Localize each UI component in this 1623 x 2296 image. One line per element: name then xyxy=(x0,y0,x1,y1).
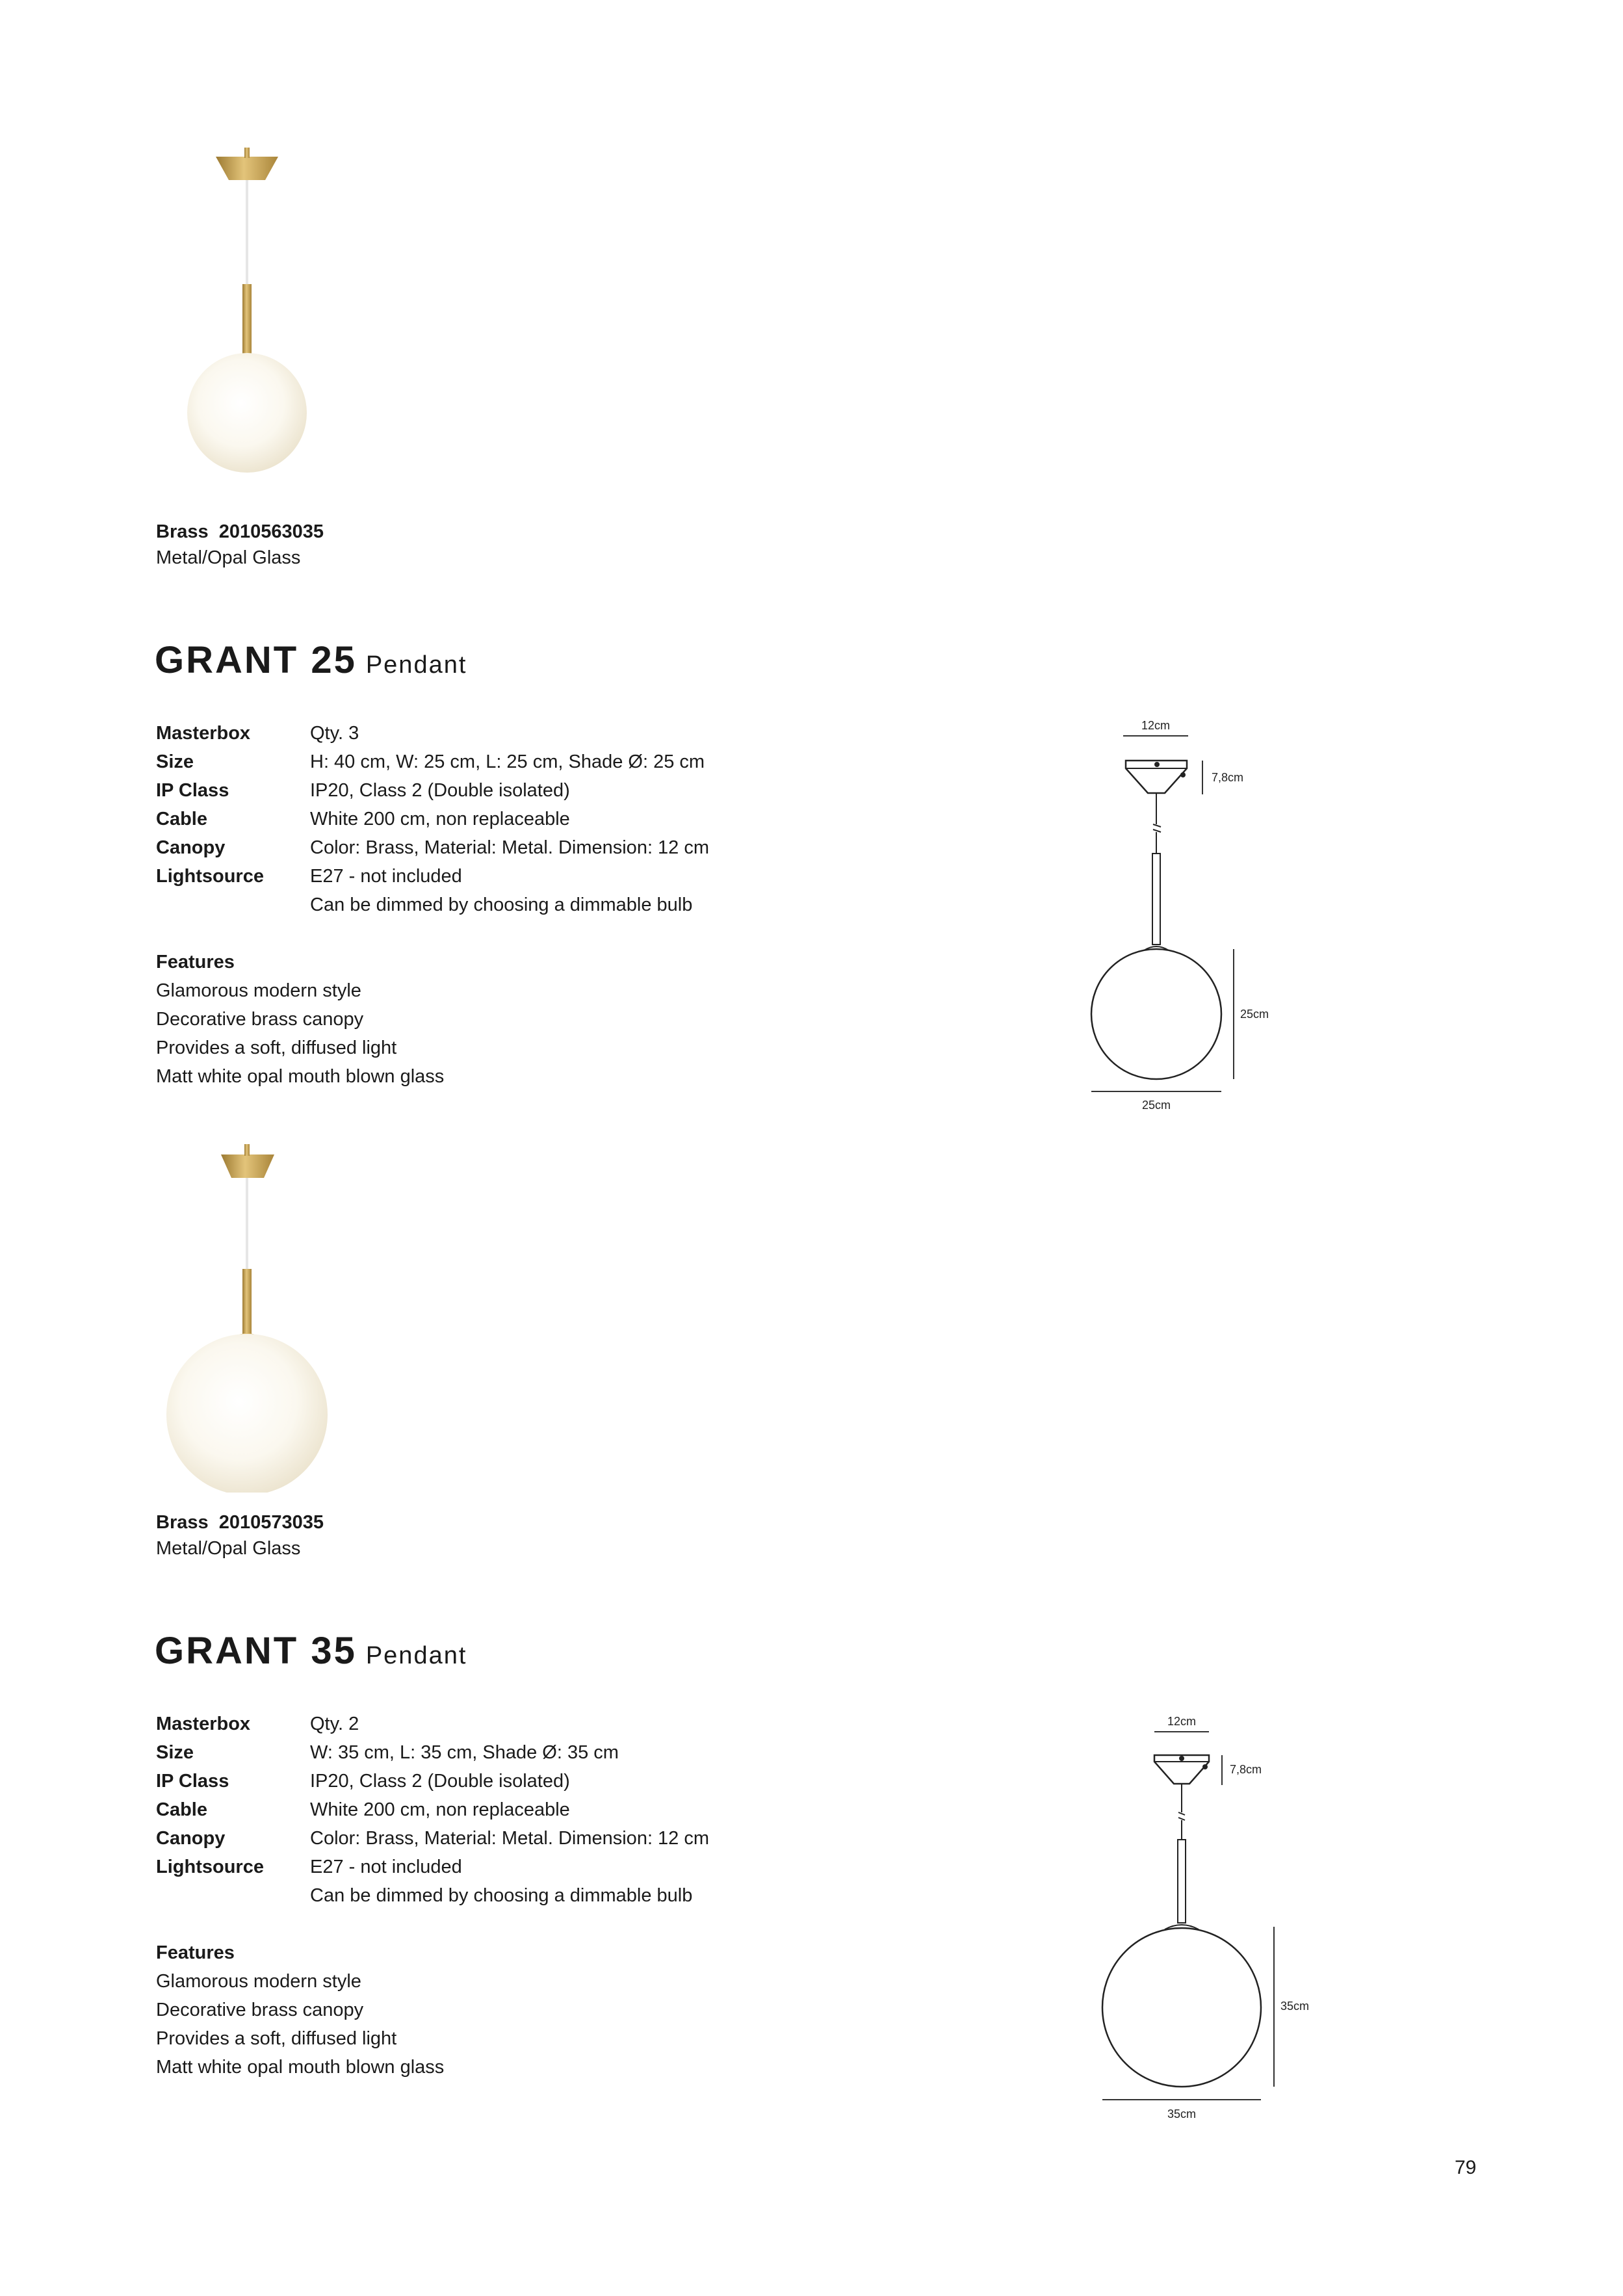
feature-item: Glamorous modern style xyxy=(156,980,361,1001)
canopy-icon xyxy=(216,157,278,180)
product-photo-grant-25 xyxy=(156,146,338,491)
page-number: 79 xyxy=(1455,2157,1477,2178)
shade-width-label: 35cm xyxy=(1167,2107,1197,2120)
shade-outline xyxy=(1102,1928,1261,2087)
shade-outline xyxy=(1091,949,1221,1079)
product-caption-grant-35 xyxy=(156,1509,324,1561)
dimension-drawing-grant-35 xyxy=(1092,1710,1326,2126)
shade-width-label: 25cm xyxy=(1141,1099,1171,1112)
product-name: GRANT 25 xyxy=(155,639,357,681)
opal-shade xyxy=(166,1334,328,1493)
product-caption-grant-25 xyxy=(156,519,324,571)
feature-item: Decorative brass canopy xyxy=(156,2000,364,2020)
variant-material: Metal/Opal Glass xyxy=(156,547,301,568)
opal-shade xyxy=(187,353,307,473)
feature-item: Glamorous modern style xyxy=(156,1971,361,1992)
shade-height-label: 25cm xyxy=(1240,1008,1269,1021)
product-name: GRANT 35 xyxy=(155,1630,357,1672)
product-type: Pendant xyxy=(365,651,467,679)
canopy-height-label: 7,8cm xyxy=(1230,1763,1262,1776)
canopy-height-label: 7,8cm xyxy=(1212,771,1244,784)
features-heading: Features xyxy=(156,1942,235,1963)
feature-item: Provides a soft, diffused light xyxy=(156,1037,397,1058)
product-photo-grant-35 xyxy=(156,1141,338,1493)
product-type: Pendant xyxy=(365,1642,467,1669)
feature-item: Decorative brass canopy xyxy=(156,1009,364,1030)
canopy-width-label: 12cm xyxy=(1167,1715,1197,1728)
shade-height-label: 35cm xyxy=(1280,2000,1310,2013)
variant-color: Brass xyxy=(156,1512,209,1533)
variant-color: Brass xyxy=(156,521,209,542)
product-title-grant-35 xyxy=(155,1625,467,1687)
item-number: 2010573035 xyxy=(218,1512,324,1533)
product-title-grant-25 xyxy=(155,634,467,696)
item-number: 2010563035 xyxy=(218,521,324,542)
feature-item: Matt white opal mouth blown glass xyxy=(156,1066,445,1087)
feature-item: Matt white opal mouth blown glass xyxy=(156,2057,445,2078)
feature-item: Provides a soft, diffused light xyxy=(156,2028,397,2049)
canopy-icon xyxy=(221,1155,274,1178)
canopy-width-label: 12cm xyxy=(1141,719,1171,732)
features-heading: Features xyxy=(156,952,235,972)
variant-material: Metal/Opal Glass xyxy=(156,1538,301,1559)
dimension-drawing-grant-25 xyxy=(1066,714,1274,1117)
